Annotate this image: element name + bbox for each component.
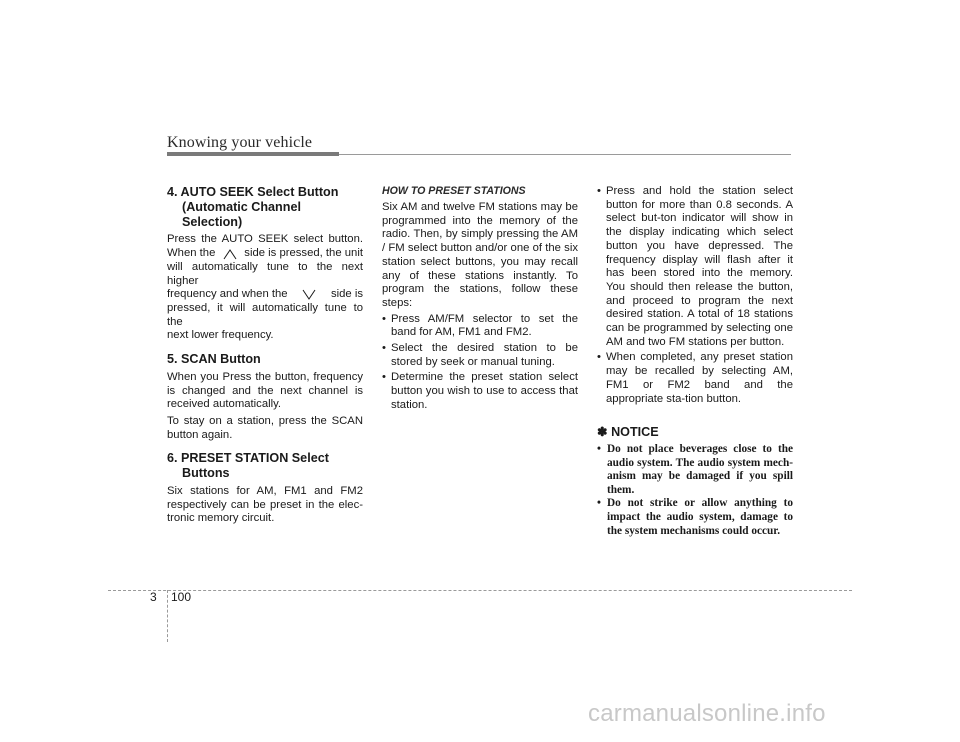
list-item: • Press and hold the station select button for more than 0.8 seconds. A select but-ton indicator will show in the display indicating which select button you have depressed. The frequency display will flash after it has been stored into the memory. You should then release the button, and proceed to program the next desired station. A total of 18 stations can be programmed by selecting one AM and two FM stations per button. [597, 185, 793, 348]
list-item: • Press AM/FM selector to set the band for AM, FM1 and FM2. [382, 312, 578, 339]
notice-item: • Do not place beverages close to the audio system. The audio system mech-anism may be damaged if you spill them. [597, 442, 793, 496]
bullet-icon: • [382, 342, 386, 355]
section-4-heading: 4. AUTO SEEK Select Button (Automatic Channel Selection) [167, 185, 339, 229]
bullet-icon: • [597, 351, 601, 364]
notice-star-icon: ✽ [597, 425, 608, 440]
section-5-paragraph-2: To stay on a station, press the SCAN button again. [167, 414, 363, 441]
section-5-paragraph-1: When you Press the button, frequency is changed and the next channel is received automatically. [167, 370, 363, 411]
footer-divider [167, 590, 168, 642]
column-2 [382, 185, 578, 413]
section-5-heading: 5. SCAN Button [167, 352, 261, 367]
column-1 [167, 185, 363, 526]
header-rule [339, 154, 791, 155]
chapter-title: Knowing your vehicle [167, 134, 313, 151]
preset-intro: Six AM and twelve FM stations may be programmed into the memory of the radio. Then, by simply pressing the AM / FM select button and/or one of the six station select buttons, you may recall any of these stations instantly. To program the stations, follow these steps: [382, 201, 578, 309]
header-accent-bar [167, 152, 339, 156]
preset-heading: HOW TO PRESET STATIONS [382, 185, 526, 197]
notice-heading: ✽ NOTICE [597, 425, 659, 440]
page-number: 100 [171, 590, 192, 604]
list-item: • Select the desired station to be stored by seek or manual tuning. [382, 342, 578, 368]
list-item: • When completed, any preset station may be recalled by selecting AM, FM1 or FM2 band and the appropriate sta-tion button. [597, 351, 793, 405]
section-4-body: Press the AUTO SEEK select button. When the side is pressed, the unit will automatically tune to the next higher frequency and when the side is pressed, it will automatically tune to the next lower frequency. [167, 233, 363, 342]
column-3 [597, 185, 793, 538]
section-6-paragraph: Six stations for AM, FM1 and FM2 respectively can be preset in the elec-tronic memory circuit. [167, 484, 363, 525]
bullet-icon: • [597, 442, 601, 455]
section-number: 3 [150, 590, 157, 604]
seek-down-arrow-icon [301, 289, 317, 301]
seek-up-arrow-icon [222, 248, 238, 260]
notice-item: • Do not strike or allow anything to impact the audio system, damage to the system mechanisms could occur. [597, 497, 793, 537]
list-item: • Determine the preset station select button you wish to use to access that station. [382, 371, 578, 411]
watermark: carmanualsonline.info [588, 700, 826, 727]
bullet-icon: • [597, 185, 601, 197]
bullet-icon: • [382, 371, 386, 384]
section-6-heading: 6. PRESET STATION Select Buttons [167, 451, 329, 481]
bullet-icon: • [597, 497, 601, 510]
bullet-icon: • [382, 312, 386, 325]
footer-rule [108, 590, 852, 591]
